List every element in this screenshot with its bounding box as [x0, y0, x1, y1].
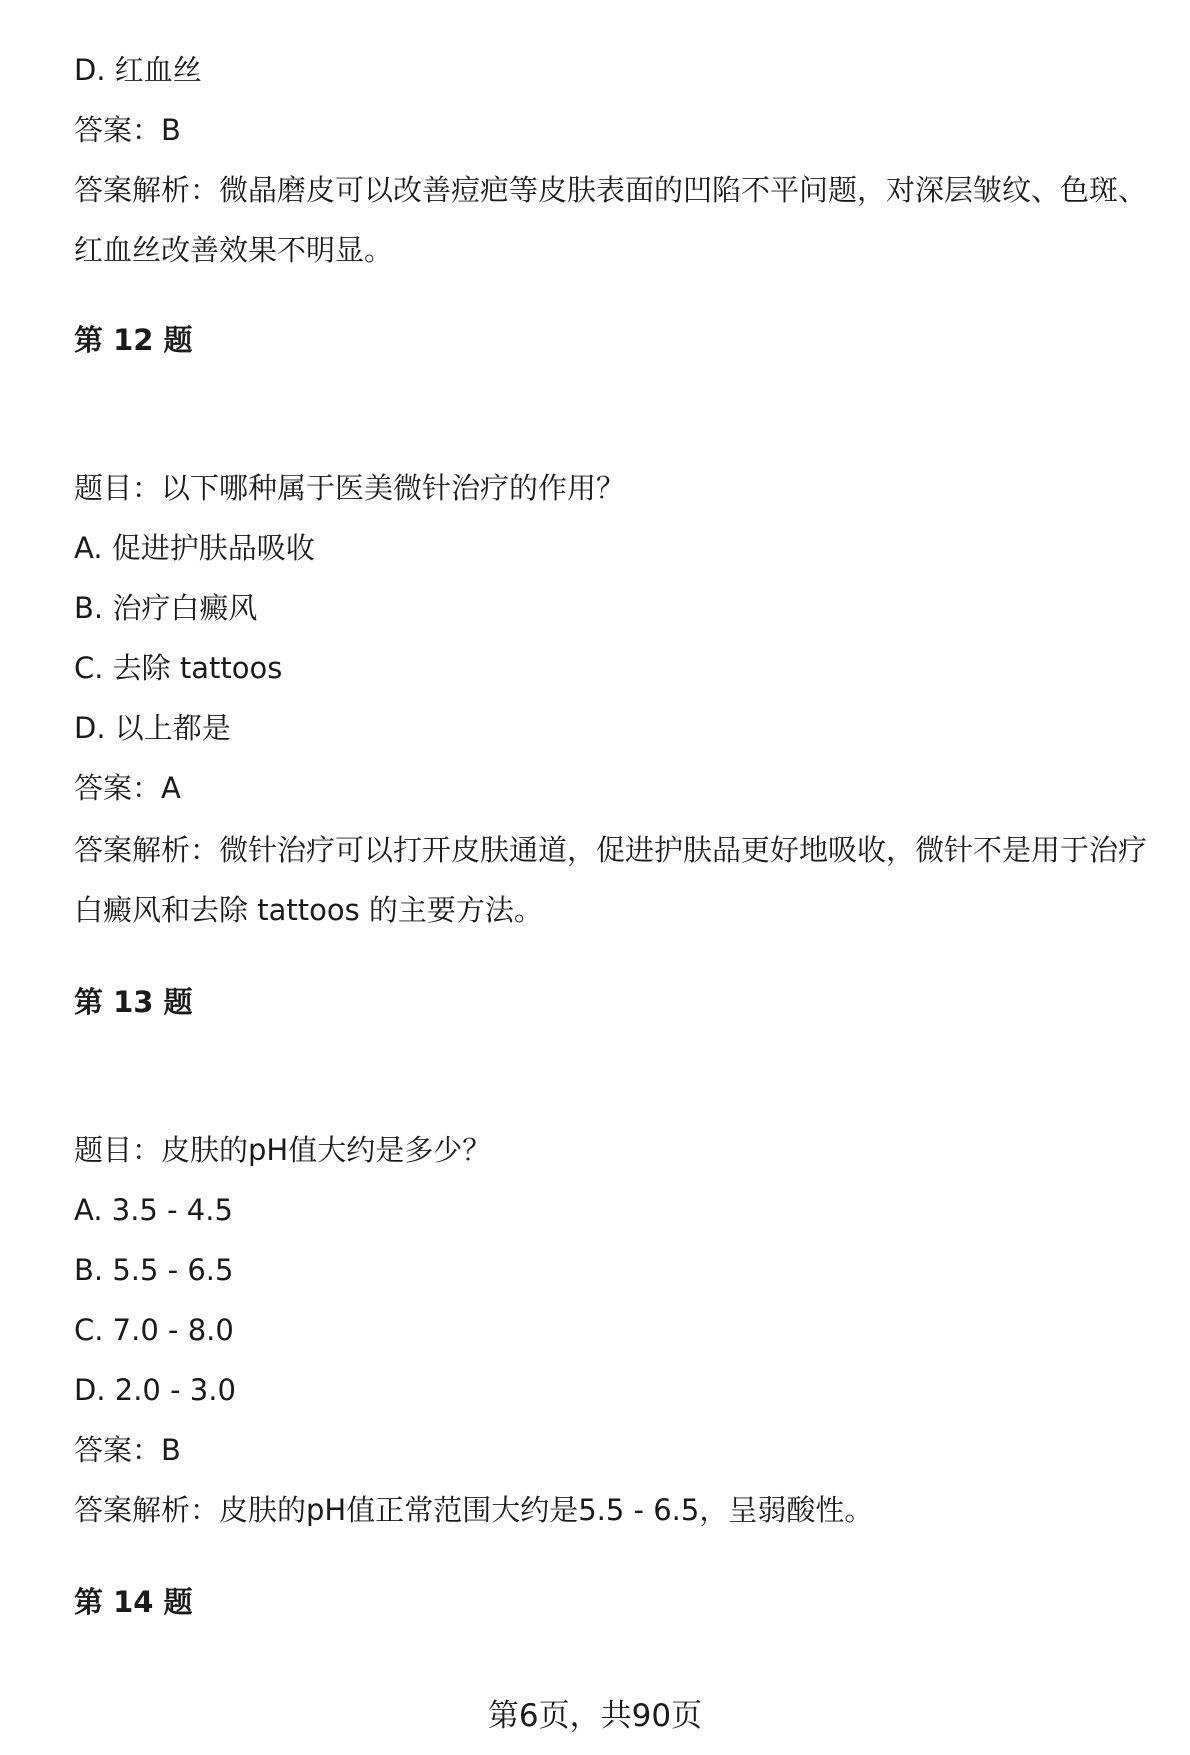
q13-option-c: C. 7.0 - 8.0 [74, 1313, 234, 1347]
q13-answer: 答案：B [74, 1433, 181, 1467]
q13-explanation: 答案解析：皮肤的pH值正常范围大约是5.5 - 6.5，呈弱酸性。 [74, 1493, 874, 1527]
q13-option-a: A. 3.5 - 4.5 [74, 1193, 233, 1227]
q12-option-d: D. 以上都是 [74, 711, 231, 745]
q13-question: 题目：皮肤的pH值大约是多少？ [74, 1133, 492, 1167]
q12-option-c: C. 去除 tattoos [74, 651, 283, 685]
q11-option-d: D. 红血丝 [74, 53, 202, 87]
q11-answer: 答案：B [74, 113, 181, 147]
q12-explanation: 答案解析：微针治疗可以打开皮肤通道，促进护肤品更好地吸收，微针不是用于治疗白癜风和去除 tattoos 的主要方法。 [74, 833, 1148, 927]
q13-option-b: B. 5.5 - 6.5 [74, 1253, 234, 1287]
q12-question: 题目：以下哪种属于医美微针治疗的作用？ [74, 471, 626, 505]
q13-option-d: D. 2.0 - 3.0 [74, 1373, 236, 1407]
q12-option-b: B. 治疗白癜风 [74, 591, 258, 625]
q12-option-a: A. 促进护肤品吸收 [74, 531, 315, 565]
q13-heading: 第 13 题 [74, 985, 193, 1019]
q12-heading: 第 12 题 [74, 323, 193, 357]
q11-explanation: 答案解析：微晶磨皮可以改善痘疤等皮肤表面的凹陷不平问题，对深层皱纹、色斑、红血丝改善效果不明显。 [74, 173, 1148, 267]
q12-answer: 答案：A [74, 771, 181, 805]
page-indicator: 第6页，共90页 [487, 1698, 703, 1734]
q14-heading: 第 14 题 [74, 1585, 193, 1619]
